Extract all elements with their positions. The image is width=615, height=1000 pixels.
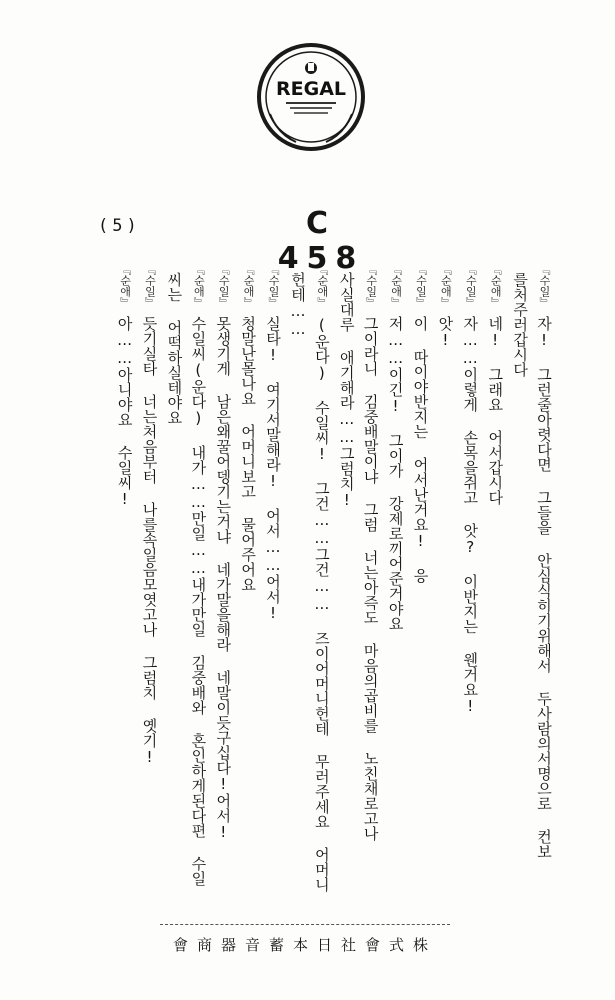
speaker-label: 『수일』 <box>364 264 378 308</box>
speaker-label: 『수일』 <box>217 264 231 308</box>
speaker-label: 『순애』 <box>242 264 256 308</box>
dialogue-line <box>482 264 507 904</box>
dialogue-line-text: (운다) 수일씨! 그건……그건…… 즈이어머니헌테 무러주세요 어머니 <box>312 316 331 892</box>
dialogue-line <box>408 264 433 904</box>
page-number: (5) <box>98 216 141 236</box>
speaker-label: 『순애』 <box>118 264 132 308</box>
dialogue-line-text: 못생기게 남은왜꿀어뎅기는거냐 네가말을해라 네말이듯구십다!어서! <box>214 316 233 841</box>
publisher-footer: 會商器音蓄本日社會式株 <box>172 936 437 954</box>
dialogue-line <box>334 264 358 904</box>
footer-divider <box>160 924 450 925</box>
dialogue-line-text: 수일씨(운다) 내가……만일……내가만일 김중배와 혼인하게된다편 수일 <box>189 316 208 886</box>
dialogue-line <box>285 264 309 904</box>
dialogue-line <box>162 264 186 904</box>
dialogue-line <box>185 264 210 904</box>
dialogue-line <box>137 264 162 904</box>
regal-label-logo <box>256 42 366 152</box>
dialogue-line-text: 그이라니 김중배말이냐 그럼 너는아즉도 마음의곱비를 노친채로고나 <box>361 316 380 841</box>
dialogue-line <box>235 264 260 904</box>
speaker-label: 『수일』 <box>143 264 157 308</box>
dialogue-line-text: 듯기실타 너는처음부터 나를속일음모엿고나 그럼치 옛기! <box>140 316 159 766</box>
dialogue-line-text: 씨는 어떡하실테야요 <box>165 272 184 425</box>
speaker-label: 『순애』 <box>389 264 403 308</box>
dialogue-line <box>531 264 556 904</box>
dialogue-line-text: 헌테…… <box>288 272 307 338</box>
speaker-label: 『순애』 <box>192 264 206 308</box>
dialogue-line-text: 아……아니야요 수일씨! <box>115 316 134 508</box>
catalog-number: C 458 <box>277 206 365 276</box>
dialogue-line-text: 를처주러갑시다 <box>511 272 530 377</box>
speaker-label: 『순애』 <box>489 264 503 308</box>
dialogue-text <box>76 264 556 904</box>
speaker-label: 『수일』 <box>538 264 551 308</box>
dialogue-line <box>210 264 235 904</box>
dialogue-line-text: 이 따이야반지는 어서난거요! 응 <box>411 316 430 583</box>
dialogue-line <box>432 264 457 904</box>
dialogue-line <box>309 264 334 904</box>
dialogue-line <box>457 264 482 904</box>
dialogue-line <box>383 264 408 904</box>
dialogue-line-text: 자! 그런줄아렷다면 그들을 안심식히기위해서 두사람의서명으로 컨보 <box>535 316 553 859</box>
dialogue-line-text: 네! 그래요 어서갑시다 <box>486 316 505 505</box>
dialogue-line <box>260 264 285 904</box>
speaker-label: 『순애』 <box>439 264 453 308</box>
dialogue-line <box>112 264 137 904</box>
speaker-label: 『수일』 <box>414 264 428 308</box>
speaker-label: 『수일』 <box>464 264 478 308</box>
dialogue-line-text: 앗! <box>436 316 455 349</box>
speaker-label: 『순애』 <box>315 264 329 308</box>
dialogue-line <box>507 264 531 904</box>
dialogue-line-text: 저……이긴! 그이가 강제로끼어준거야요 <box>386 316 405 631</box>
dialogue-line-text: 사실대루 애기해라……그럼치! <box>337 272 356 509</box>
dialogue-line-text: 자……이렇게 손목을쥐고 앗? 이반지는 웬거요! <box>461 316 480 715</box>
dialogue-line <box>358 264 383 904</box>
speaker-label: 『수일』 <box>267 264 281 308</box>
dialogue-line-text: 청말난몰나요 어머니보고 물어주어요 <box>239 316 258 592</box>
regal-logo-text: REGAL <box>275 78 347 100</box>
dialogue-line-text: 실타! 여기서말해라! 어서……어서! <box>264 316 283 622</box>
